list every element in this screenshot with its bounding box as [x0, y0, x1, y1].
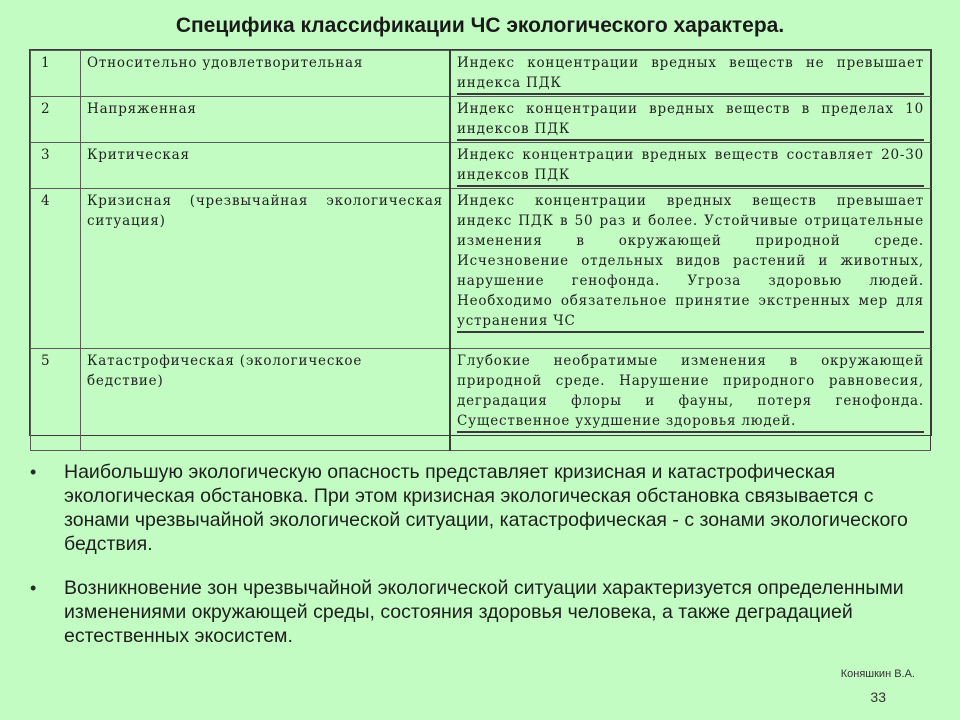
table-row	[31, 51, 931, 97]
situation-name: Напряженная	[81, 97, 451, 143]
classification-table-frame	[29, 49, 932, 436]
bullet-item	[28, 460, 908, 556]
bullet-icon: •	[30, 462, 37, 482]
table-row	[31, 189, 931, 349]
row-number: 3	[31, 143, 81, 189]
situation-description	[450, 349, 931, 451]
bullet-item	[28, 576, 908, 648]
row-number: 2	[31, 97, 81, 143]
bullet-text: Возникновение зон чрезвычайной экологической ситуации характеризуется определенными изменениями окружающей среды, состояния здоровья человека, а также деградацией естественных экосистем.	[64, 577, 904, 647]
situation-name: Кризисная (чрезвычайная экологическая ситуация)	[81, 189, 451, 349]
situation-description	[450, 189, 931, 349]
page-number: 33	[870, 689, 886, 705]
bullet-icon: •	[30, 578, 37, 598]
classification-table	[30, 50, 931, 451]
row-number: 5	[31, 349, 81, 451]
situation-name: Катастрофическая (экологическое бедствие)	[81, 349, 451, 451]
row-number: 1	[31, 51, 81, 97]
description-text: Индекс концентрации вредных веществ не превышает индекса ПДК	[457, 53, 924, 95]
situation-description	[450, 97, 931, 143]
row-number: 4	[31, 189, 81, 349]
situation-description	[450, 51, 931, 97]
table-row	[31, 97, 931, 143]
bullet-text: Наибольшую экологическую опасность представляет кризисная и катастрофическая экологическая обстановка. При этом кризисная экологическая обстановка связывается с зонами чрезвычайной экологической ситуации, катастрофическая - с зонами экологического бедствия.	[64, 461, 908, 555]
description-text: Глубокие необратимые изменения в окружающей природной среде. Нарушение природного равновесия, деградация флоры и фауны, потеря генофонда. Существенное ухудшение здоровья людей.	[457, 351, 924, 433]
situation-name: Относительно удовлетворительная	[81, 51, 451, 97]
slide-title: Специфика классификации ЧС экологического характера.	[175, 14, 785, 37]
description-text: Индекс концентрации вредных веществ в пределах 10 индексов ПДК	[457, 99, 924, 141]
table-row	[31, 143, 931, 189]
situation-description	[450, 143, 931, 189]
table-row	[31, 349, 931, 451]
description-text: Индекс концентрации вредных веществ составляет 20-30 индексов ПДК	[457, 145, 924, 187]
description-text: Индекс концентрации вредных веществ превышает индекс ПДК в 50 раз и более. Устойчивые отрицательные изменения в окружающей природной среде. Исчезновение отдельных видов растений и животных, нарушение генофонда. Угроза здоровью людей. Необходимо обязательное принятие экстренных мер для устранения ЧС	[457, 191, 924, 333]
situation-name: Критическая	[81, 143, 451, 189]
bullet-list	[28, 460, 908, 668]
author-label: Коняшкин В.А.	[840, 668, 915, 680]
